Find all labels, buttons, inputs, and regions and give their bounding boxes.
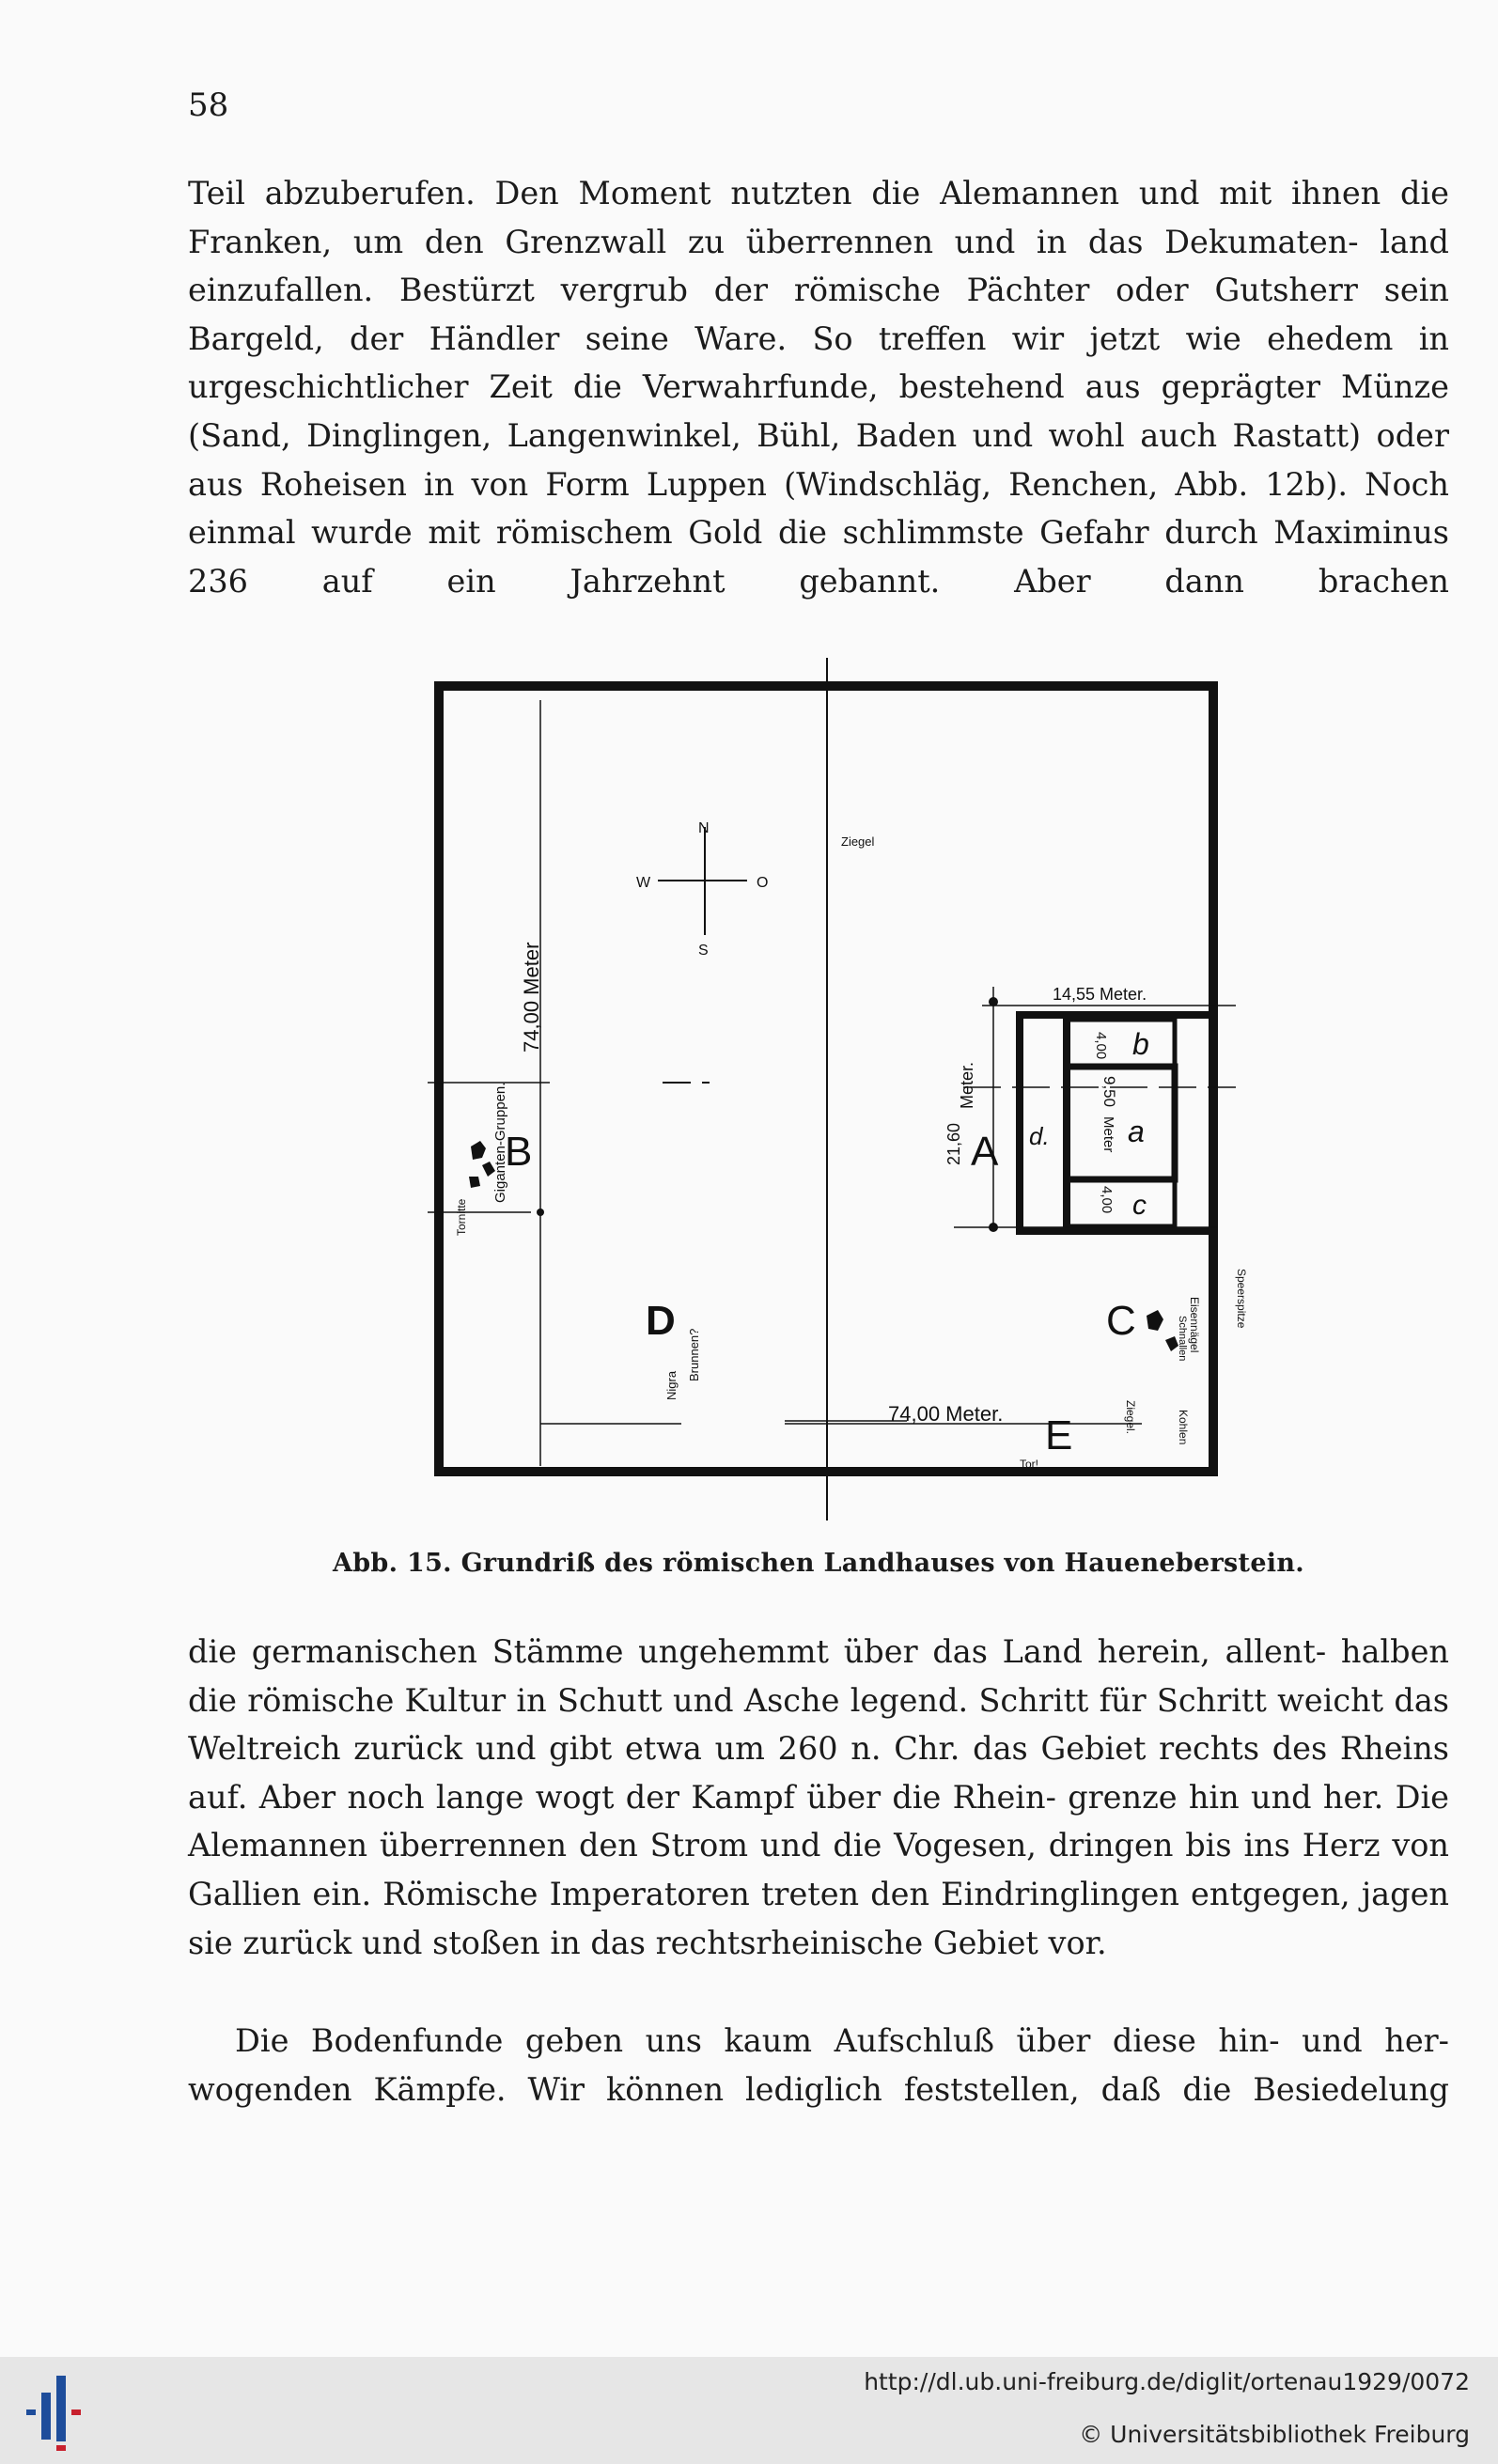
label-room-d: D	[646, 1298, 676, 1344]
label-small-b: b	[1132, 1027, 1149, 1061]
dim-meter-mid: Meter	[1100, 1116, 1116, 1153]
label-room-e: E	[1045, 1412, 1073, 1458]
speerspitze-label: Speerspitze	[1235, 1269, 1248, 1329]
dim-74-vertical: 74,00 Meter	[520, 942, 543, 1053]
room-b-wall	[1067, 1020, 1175, 1067]
compass-w: W	[636, 875, 651, 891]
dim-74-horizontal: 74,00 Meter.	[888, 1402, 1004, 1426]
body-paragraph-1: Teil abzuberufen. Den Moment nutzten die Alemannen und mit ihnen die Franken, um den Grenzwall zu überrennen und in das Dekumaten- land einzufallen. Bestürzt vergrub der römische Pächter oder Gutsherr sein Bargeld, der Händler seine Ware. So treffen wir jetzt wie ehedem in urgeschichtlicher Zeit die Verwahrfunde, bestehend aus geprägter Münze (Sand, Dinglingen, Langenwinkel, Bühl, Baden und wohl auch Rastatt) oder aus Roheisen in von Form Luppen (Windschläg, Renchen, Abb. 12b). Noch einmal wurde mit römischem Gold die schlimmste Gefahr durch Maximinus 236 auf ein Jahrzehnt gebannt. Aber dann brachen	[188, 175, 1449, 600]
dim-950: 9,50	[1100, 1076, 1118, 1108]
kohlen-label: Kohlen	[1177, 1410, 1190, 1445]
tor-label: Tor!	[1020, 1458, 1039, 1471]
body-paragraph-2: die germanischen Stämme ungehemmt über das Land herein, allent- halben die römische Kultur in Schutt und Asche legend. Schritt für Schritt weicht das Weltreich zurück und gibt etwa um 260 n. Chr. das Gebiet rechts des Rheins auf. Aber noch lange wogt der Kampf über die Rhein- grenze hin und her. Die Alemannen überrennen den Strom und die Vogesen, dringen bis ins Herz von Gallien ein. Römische Imperatoren treten den Eindringlingen entgegen, jagen sie zurück und stoßen in das rechtsrheinische Gebiet vor.	[188, 1633, 1449, 1961]
dim-400-bottom: 4,00	[1099, 1186, 1115, 1214]
label-small-d: d.	[1029, 1122, 1050, 1150]
room-c-wall	[1067, 1179, 1175, 1226]
compass-o: O	[757, 875, 769, 891]
room-a-wall	[1067, 1067, 1175, 1179]
dim-400-top: 4,00	[1093, 1032, 1109, 1060]
compass-s: S	[698, 943, 709, 959]
label-room-a: A	[971, 1129, 999, 1175]
footer-copyright: © Universitätsbibliothek Freiburg	[1079, 2421, 1470, 2448]
dim-2160: 21,60	[944, 1122, 963, 1165]
footer-link[interactable]: http://dl.ub.uni-freiburg.de/diglit/ortenau1929/0072	[864, 2368, 1470, 2395]
ziegel-top: Ziegel	[841, 834, 875, 849]
nigra-label: Nigra	[664, 1370, 679, 1400]
floor-plan-figure	[428, 658, 1255, 1522]
dim-1455: 14,55 Meter.	[1053, 985, 1147, 1004]
label-room-b: B	[505, 1129, 533, 1175]
giganten-label: Giganten-Gruppen.	[492, 1082, 508, 1203]
dim-meter-vertical: Meter.	[958, 1061, 976, 1109]
figure-caption: Abb. 15. Grundriß des römischen Landhauses von Haueneberstein.	[333, 1549, 1304, 1578]
body-paragraph-3: Die Bodenfunde geben uns kaum Aufschluß über diese hin- und her- wogenden Kämpfe. Wir können lediglich feststellen, daß die Besiedelung	[188, 2022, 1449, 2108]
ziegel-bottom-label: Ziegel.	[1124, 1400, 1137, 1435]
label-small-c: c	[1132, 1190, 1147, 1221]
tormitte-label: Tornitte	[455, 1198, 468, 1236]
page-number: 58	[188, 86, 229, 124]
brunnen-label: Brunnen?	[687, 1328, 701, 1381]
compass-n: N	[698, 820, 710, 836]
library-logo-icon	[17, 2370, 101, 2455]
label-small-a: a	[1128, 1115, 1145, 1148]
label-room-c: C	[1106, 1298, 1136, 1344]
footer-bar	[0, 2357, 1498, 2464]
eisennaegel-label: Eisennägel	[1188, 1297, 1201, 1353]
schnallen-label: Schnallen	[1177, 1316, 1188, 1362]
